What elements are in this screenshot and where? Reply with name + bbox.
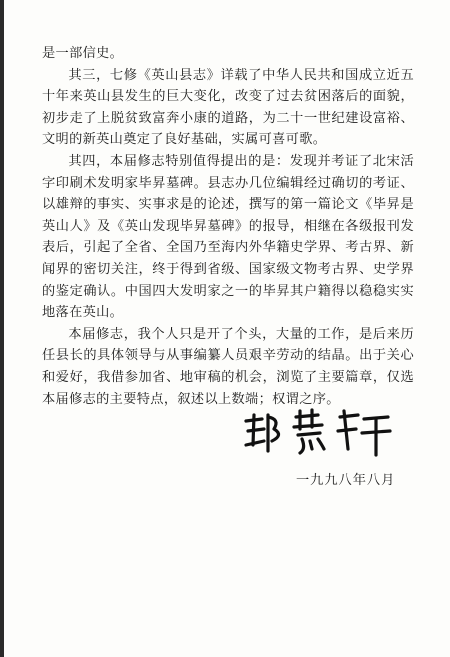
handwritten-signature — [240, 405, 400, 460]
paragraph-closing: 本届修志，我个人只是开了个头，大量的工作，是后来历任县长的具体领导与从事编纂人员艰辛劳动的结晶。出于关心和爱好，我借参加省、地审稿的机会，浏览了主要篇章，仅选本届修志的主要特点，叙述以上数端；权谓之序。 — [42, 326, 414, 407]
paragraph-fourth-point: 其四，本届修志特别值得提出的是：发现并考证了北宋活字印刷术发明家毕昇墓碑。县志办几位编辑经过确切的考证、以雄辩的事实、实事求是的论述，撰写的第一篇论文《毕昇是英山人》及《英山发现毕昇墓碑》的报导，相继在各级报刊发表后，引起了全省、全国乃至海内外华籍史学界、考古界、新闻界的密切关注，终于得到省级、国家级文物考古界、史学界的鉴定确认。中国四大发明家之一的毕昇其户籍得以稳稳实实地落在英山。 — [42, 153, 414, 321]
preface-text — [42, 43, 414, 410]
paragraph-continuation: 是一部信史。 — [42, 46, 124, 61]
preface-date: 一九九八年八月 — [296, 473, 396, 488]
paragraph-third-point: 其三，七修《英山县志》详载了中华人民共和国成立近五十年来英山县发生的巨大变化，改变了过去贫困落后的面貌，初步走了上脱贫致富奔小康的道路，为二十一世纪建设富裕、文明的新英山奠定了良好基础，实属可喜可歌。 — [42, 67, 414, 148]
signature-image — [240, 405, 400, 460]
page-edge-shadow — [0, 0, 4, 657]
